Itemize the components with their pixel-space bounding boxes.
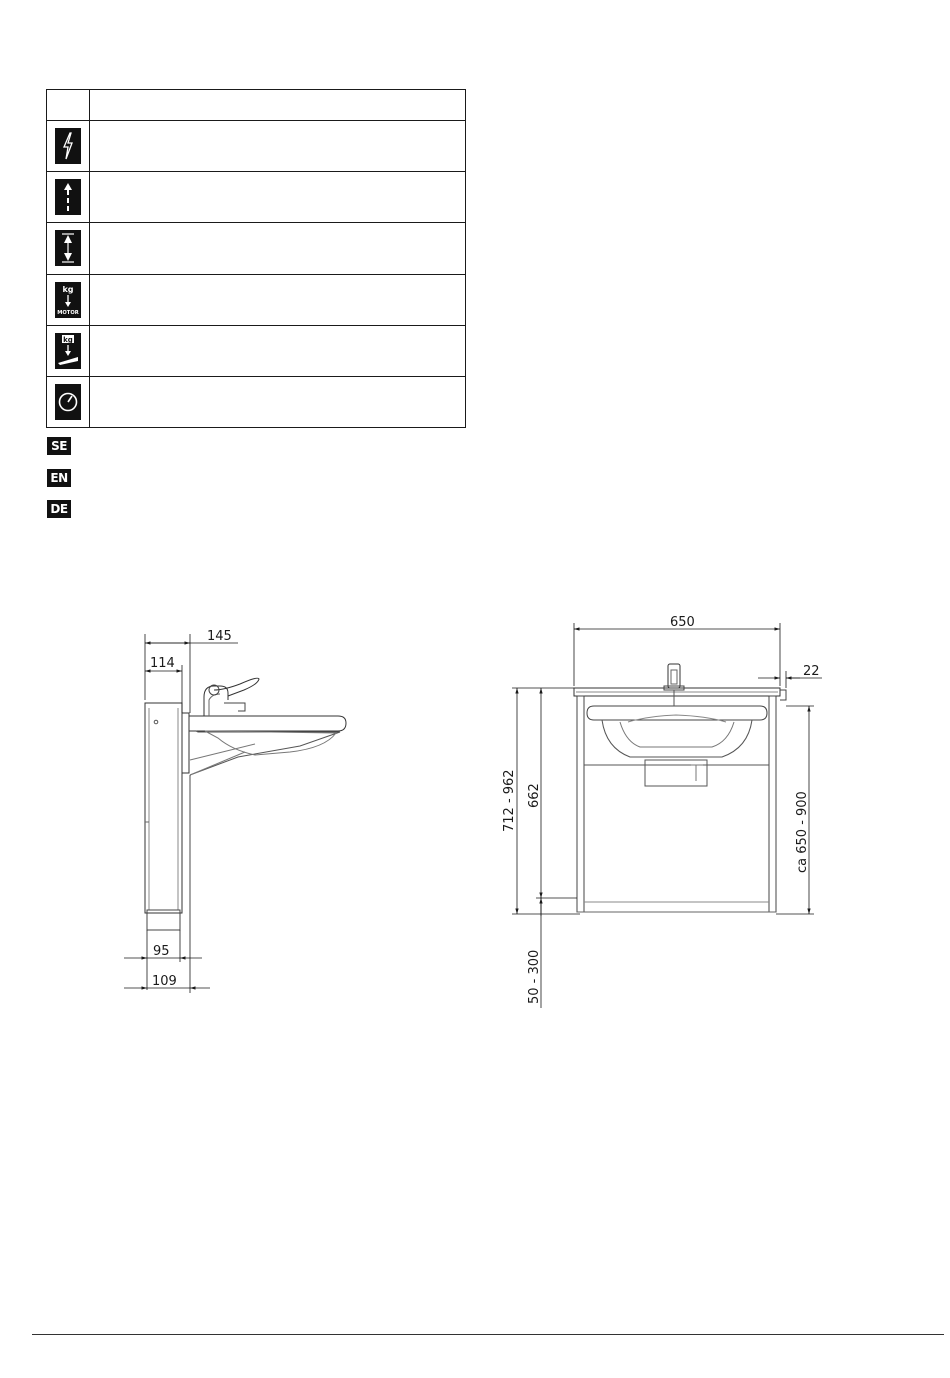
dim-label-114: 114: [150, 656, 175, 671]
footer-divider: [32, 1334, 944, 1335]
motor-load-kg-label: kg: [62, 284, 74, 294]
front-view-basin: [587, 706, 767, 757]
dim-label-145: 145: [207, 629, 232, 644]
dim-label-ca-650-900: ca 650 - 900: [795, 791, 810, 873]
front-view-frame: [577, 696, 776, 912]
basin-load-kg-label: kg: [63, 335, 73, 344]
dim-label-650: 650: [670, 615, 695, 630]
dim-label-109: 109: [152, 974, 177, 989]
language-badge-en: EN: [47, 469, 71, 487]
dim-label-50-300: 50 - 300: [527, 949, 542, 1004]
language-badge-de: DE: [47, 500, 71, 518]
language-badge-se: SE: [47, 437, 71, 455]
side-view-housing: [145, 703, 182, 930]
side-view-faucet: [204, 678, 259, 716]
dim-label-662: 662: [527, 783, 542, 808]
front-view-trap: [645, 760, 707, 786]
dim-label-95: 95: [153, 944, 170, 959]
side-view-dimensions: [124, 634, 238, 993]
side-view-bracket: [182, 713, 196, 773]
side-view-basin: [189, 716, 346, 775]
dim-label-712-962: 712 - 962: [502, 769, 517, 832]
front-view-faucet: [664, 664, 684, 706]
dim-label-22: 22: [803, 664, 820, 679]
motor-load-motor-label: MOTOR: [57, 309, 79, 316]
side-view-drawing: [145, 678, 346, 930]
front-view-drawing: [574, 664, 786, 912]
